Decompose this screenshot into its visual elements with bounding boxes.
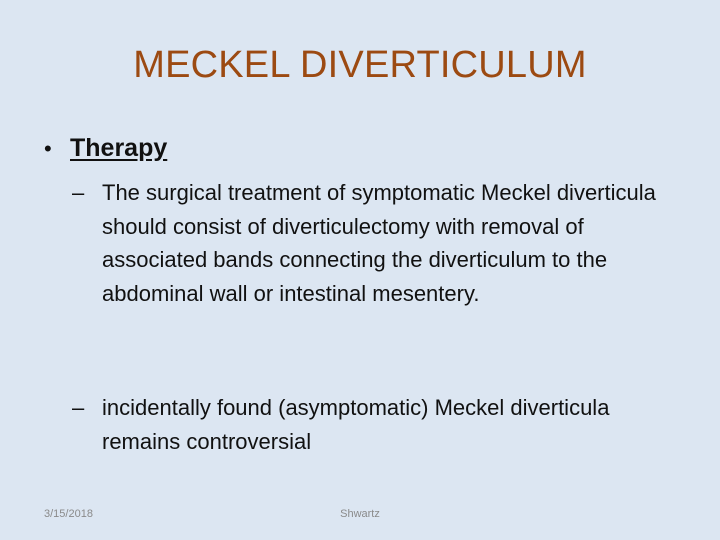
bullet-label: Therapy bbox=[70, 134, 168, 162]
subpoint-incidental bbox=[72, 391, 692, 458]
subpoint-surgical-treatment bbox=[72, 176, 692, 310]
subpoint-text: incidentally found (asymptomatic) Meckel diverticula remains controversial bbox=[102, 395, 610, 454]
bullet-marker: • bbox=[44, 135, 52, 161]
subpoint-text: The surgical treatment of symptomatic Meckel diverticula should consist of diverticulectomy with removal of associated bands connecting the diverticulum to the abdominal wall or intestinal mesentery. bbox=[102, 180, 656, 306]
subpoint-dash: – bbox=[72, 180, 85, 205]
bullet-therapy bbox=[44, 134, 167, 163]
footer-date: 3/15/2018 bbox=[44, 508, 93, 520]
footer-author: Shwartz bbox=[340, 508, 380, 520]
subpoint-dash: – bbox=[72, 395, 85, 420]
slide-title: MECKEL DIVERTICULUM bbox=[133, 44, 587, 86]
